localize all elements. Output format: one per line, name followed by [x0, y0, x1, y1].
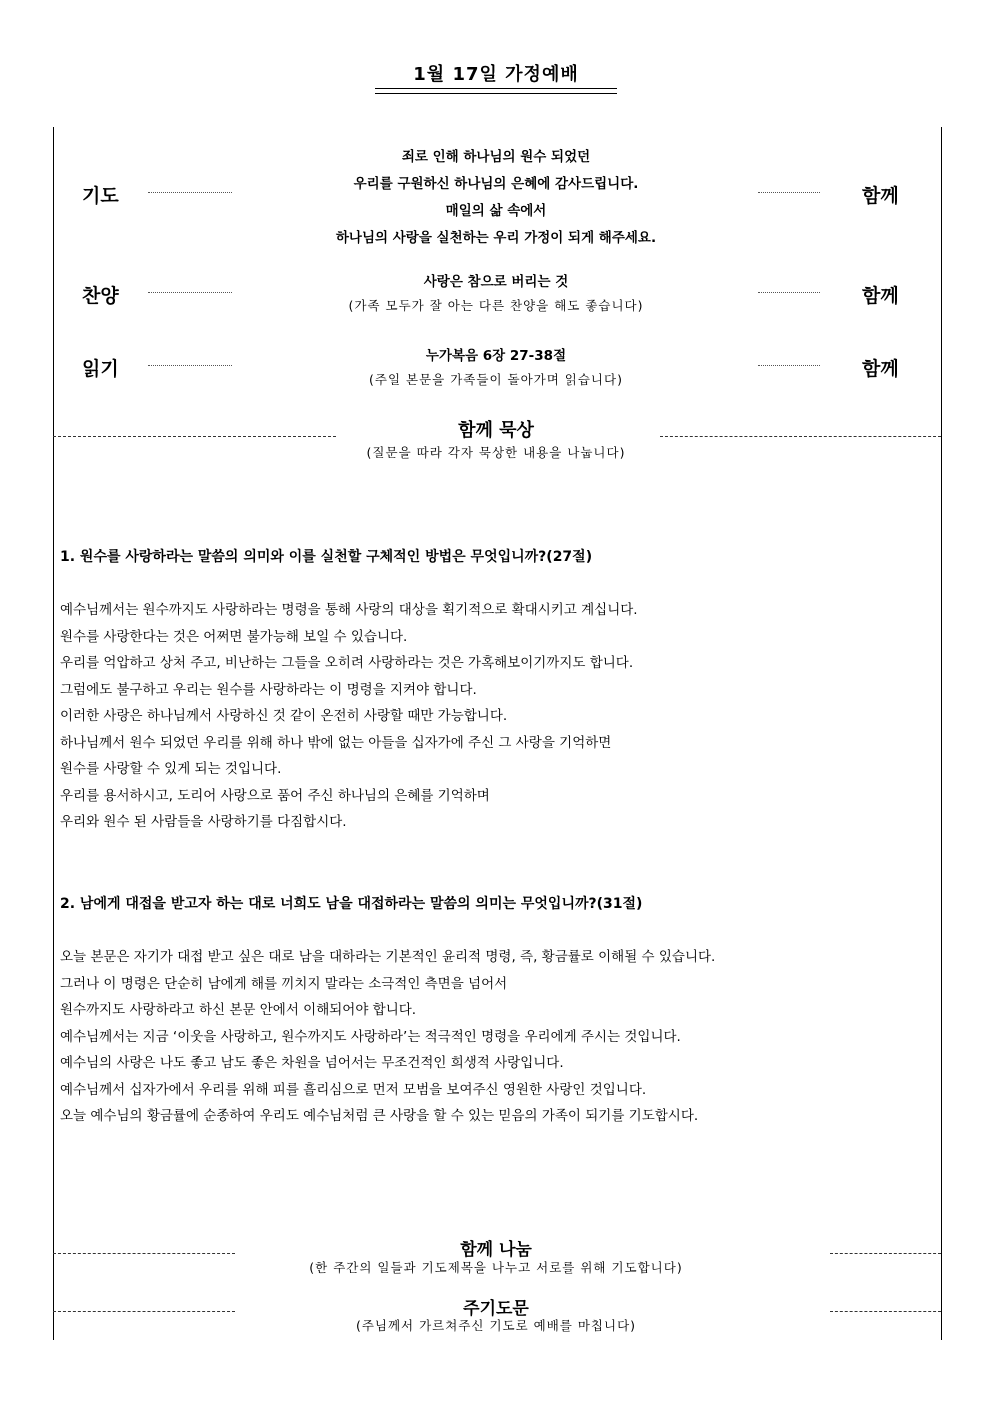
- prayer-line: 하나님의 사랑을 실천하는 우리 가정이 되게 해주세요.: [335, 230, 657, 246]
- answer-line: 하나님께서 원수 되었던 우리를 위해 하나 밖에 없는 아들을 십자가에 주신 그 사랑을 기억하면: [60, 734, 612, 751]
- answer-line: 원수를 사랑할 수 있게 되는 것입니다.: [60, 761, 282, 777]
- question-1: 1. 원수를 사랑하라는 말씀의 의미와 이를 실천할 구체적인 방법은 무엇입니까?(27절): [60, 549, 593, 565]
- answer-line: 이러한 사랑은 하나님께서 사랑하신 것 같이 온전히 사랑할 때만 가능합니다.: [60, 708, 508, 724]
- answer-line: 예수님께서는 지금 ‘이웃을 사랑하고, 원수까지도 사랑하라’는 적극적인 명령을 우리에게 주시는 것입니다.: [60, 1028, 681, 1045]
- sharing-heading: 함께 나눔: [460, 1240, 532, 1260]
- answer-line: 예수님께서 십자가에서 우리를 위해 피를 흘리심으로 먼저 모범을 보여주신 영원한 사랑인 것입니다.: [60, 1081, 647, 1098]
- sharing-rule-left: [53, 1253, 235, 1254]
- hymn-together: 함께: [862, 285, 899, 307]
- answer-1: [60, 597, 940, 836]
- lords-prayer-rule-left: [53, 1311, 235, 1312]
- answer-line: 오늘 본문은 자기가 대접 받고 싶은 대로 남을 대하라는 기본적인 윤리적 명령, 즉, 황금률로 이해될 수 있습니다.: [60, 949, 716, 965]
- lords-prayer-note: (주님께서 가르쳐주신 기도로 예배를 마칩니다): [355, 1318, 637, 1333]
- page-title: 1월 17일 가정예배: [413, 64, 579, 85]
- left-border: [53, 127, 54, 1340]
- right-border: [941, 127, 942, 1340]
- answer-line: 우리를 용서하시고, 도리어 사랑으로 품어 주신 하나님의 은혜를 기억하며: [60, 787, 490, 804]
- answer-line: 예수님의 사랑은 나도 좋고 남도 좋은 차원을 넘어서는 무조건적인 희생적 사랑입니다.: [60, 1055, 564, 1071]
- hymn-leader-right: [758, 292, 820, 293]
- prayer-text: [250, 144, 742, 252]
- reading-leader-right: [758, 365, 820, 366]
- title-underline-2: [375, 93, 617, 94]
- sharing-rule-right: [830, 1253, 941, 1254]
- lords-prayer-rule-right: [830, 1311, 941, 1312]
- answer-line: 우리를 억압하고 상처 주고, 비난하는 그들을 오히려 사랑하라는 것은 가혹해보이기까지도 합니다.: [60, 655, 634, 671]
- meditation-heading: 함께 묵상: [458, 420, 534, 441]
- hymn-leader-left: [148, 292, 232, 293]
- prayer-line: 매일의 삶 속에서: [445, 203, 547, 219]
- title-underline: [375, 88, 617, 89]
- reading-note: (주일 본문을 가족들이 돌아가며 읽습니다): [369, 372, 623, 387]
- prayer-leader-left: [148, 192, 232, 193]
- answer-line: 우리와 원수 된 사람들을 사랑하기를 다짐합시다.: [60, 814, 347, 830]
- reading-label: 읽기: [82, 358, 119, 380]
- answer-line: 예수님께서는 원수까지도 사랑하라는 명령을 통해 사랑의 대상을 획기적으로 확대시키고 계십니다.: [60, 602, 638, 618]
- reading-text: [250, 344, 742, 388]
- prayer-line: 죄로 인해 하나님의 원수 되었던: [401, 149, 591, 165]
- reading-leader-left: [148, 365, 232, 366]
- reading-together: 함께: [862, 358, 899, 380]
- meditation-rule-left: [53, 436, 336, 437]
- hymn-title: 사랑은 참으로 버리는 것: [423, 274, 569, 290]
- answer-line: 오늘 예수님의 황금률에 순종하여 우리도 예수님처럼 큰 사랑을 할 수 있는 믿음의 가족이 되기를 기도합시다.: [60, 1108, 699, 1124]
- answer-line: 원수를 사랑한다는 것은 어쩌면 불가능해 보일 수 있습니다.: [60, 628, 408, 645]
- hymn-text: [250, 270, 742, 314]
- answer-line: 그러나 이 명령은 단순히 남에게 해를 끼치지 말라는 소극적인 측면을 넘어서: [60, 975, 508, 992]
- prayer-label: 기도: [82, 185, 119, 207]
- answer-2: [60, 944, 940, 1130]
- prayer-together: 함께: [862, 185, 899, 207]
- answer-line: 그럼에도 불구하고 우리는 원수를 사랑하라는 이 명령을 지켜야 합니다.: [60, 681, 477, 698]
- prayer-line: 우리를 구원하신 하나님의 은혜에 감사드립니다.: [353, 176, 639, 192]
- answer-line: 원수까지도 사랑하라고 하신 본문 안에서 이해되어야 합니다.: [60, 1002, 417, 1018]
- sharing-note: (한 주간의 일들과 기도제목을 나누고 서로를 위해 기도합니다): [309, 1260, 683, 1275]
- lords-prayer-heading: 주기도문: [463, 1299, 529, 1319]
- meditation-note: (질문을 따라 각자 묵상한 내용을 나눕니다): [366, 445, 626, 460]
- meditation-rule-right: [660, 436, 941, 437]
- prayer-leader-right: [758, 192, 820, 193]
- hymn-label: 찬양: [82, 285, 119, 307]
- reading-title: 누가복음 6장 27-38절: [425, 348, 567, 364]
- question-2: 2. 남에게 대접을 받고자 하는 대로 너희도 남을 대접하라는 말씀의 의미는 무엇입니까?(31절): [60, 896, 643, 912]
- hymn-note: (가족 모두가 잘 아는 다른 찬양을 해도 좋습니다): [348, 298, 644, 313]
